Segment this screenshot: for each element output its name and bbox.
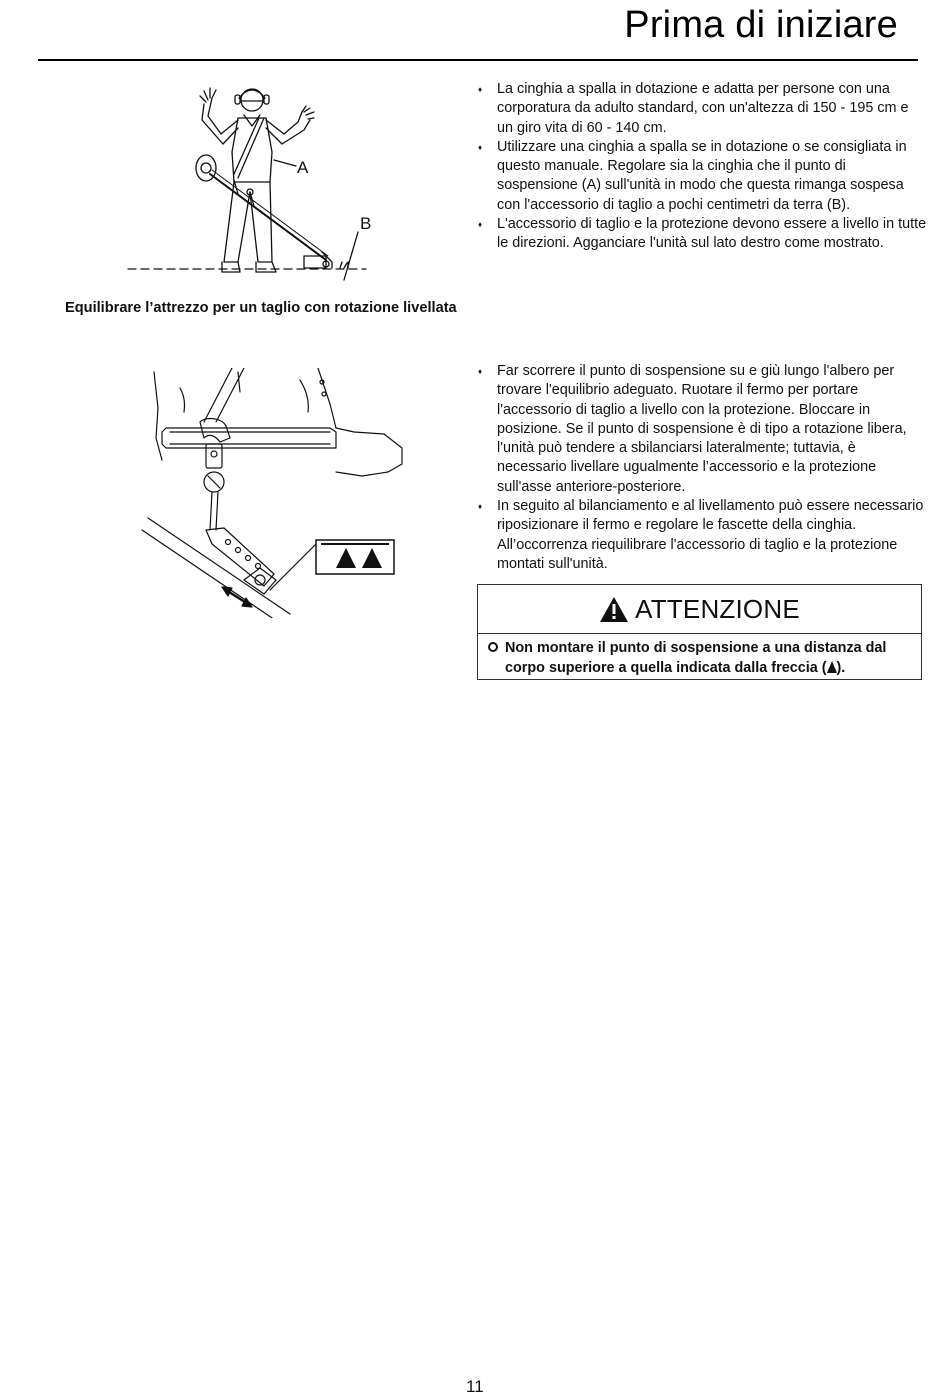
warning-text: Non montare il punto di sospensione a una distanza dal corpo superiore a quella indicata dalla freccia ( ).: [478, 634, 921, 678]
page-title: Prima di iniziare: [624, 4, 898, 46]
list-item: ♦ Far scorrere il punto di sospensione su e giù lungo l'albero per trovare l'equilibrio adeguato. Ruotare il fermo per portare l'accessorio di taglio a livello con la protezione. Bloccare in posizione. Se il punto di sospensione è di tipo a rotazione libera, l'unità può tendere a sbilanciarsi lateralmente; tuttavia, è necessario livellare ugualmente l’accessorio e la protezione sull'asse anteriore-posteriore.: [477, 362, 927, 497]
suspension-point-figure: [140, 368, 410, 618]
page-number: 11: [466, 1377, 484, 1396]
warning-header: [478, 585, 921, 634]
arrow-up-icon: [827, 661, 837, 673]
balance-bullets: [477, 362, 927, 574]
list-item: ♦ La cinghia a spalla in dotazione e adatta per persone con una corporatura da adulto standard, con un'altezza di 150 - 195 cm e un giro vita di 60 - 140 cm.: [477, 80, 927, 138]
operator-harness-figure: [126, 82, 376, 292]
warning-title: ATTENZIONE: [635, 593, 800, 624]
warning-triangle-icon: [599, 596, 629, 623]
list-item: ♦ L'accessorio di taglio e la protezione devono essere a livello in tutte le direzioni. Agganciare l'unità sul lato destro come mostrato.: [477, 215, 927, 254]
harness-bullets: [477, 80, 927, 254]
header-divider: [38, 59, 918, 61]
warning-box: [477, 584, 922, 680]
list-item: ♦ Utilizzare una cinghia a spalla se in dotazione o se consigliata in questo manuale. Regolare sia la cinghia che il punto di sospensione (A) sull'unità in modo che questa rimanga sospesa con l'accessorio di taglio a pochi centimetri da terra (B).: [477, 138, 927, 215]
label-b: B: [360, 214, 372, 233]
bullet-ring-icon: [488, 642, 498, 652]
label-a: A: [297, 158, 309, 177]
list-item: ♦ In seguito al bilanciamento e al livellamento può essere necessario riposizionare il fermo e regolare le fascette della cinghia. All’occorrenza riequilibrare l'accessorio di taglio e la protezione montati sull'unità.: [477, 497, 927, 574]
section-heading: Equilibrare l’attrezzo per un taglio con rotazione livellata: [65, 300, 457, 316]
